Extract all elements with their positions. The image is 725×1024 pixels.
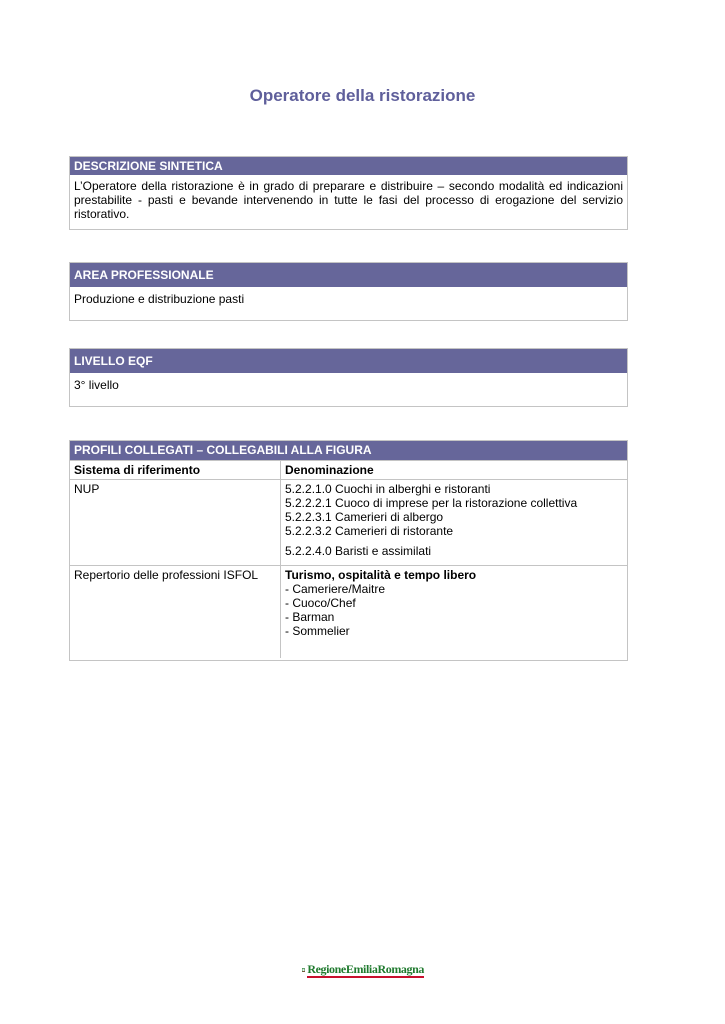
list-item: 5.2.2.1.0 Cuochi in alberghi e ristoranti <box>285 482 491 496</box>
regione-logo-text: RegioneEmiliaRomagna <box>307 962 424 976</box>
list-item: - Cameriere/Maitre <box>285 582 386 596</box>
livello-section <box>69 348 628 407</box>
denominazione-cell <box>281 566 628 658</box>
area-heading: AREA PROFESSIONALE <box>70 263 627 287</box>
profili-table <box>70 460 627 658</box>
list-item: 5.2.2.3.2 Camerieri di ristorante <box>285 524 454 538</box>
regione-emblem-icon <box>302 962 305 978</box>
page-title: Operatore della ristorazione <box>249 86 476 105</box>
list-item: 5.2.2.2.1 Cuoco di imprese per la ristorazione collettiva <box>285 496 578 510</box>
list-item: - Barman <box>285 610 335 624</box>
table-header-row <box>70 461 627 480</box>
livello-text: 3° livello <box>74 378 119 392</box>
denominazione-cell <box>281 480 628 566</box>
list-item: - Sommelier <box>285 624 350 638</box>
area-text: Produzione e distribuzione pasti <box>74 292 245 306</box>
livello-heading: LIVELLO EQF <box>70 349 627 373</box>
descrizione-heading: DESCRIZIONE SINTETICA <box>70 157 627 175</box>
sistema-cell: NUP <box>70 480 281 566</box>
table-row <box>70 480 627 566</box>
profili-heading: PROFILI COLLEGATI – COLLEGABILI ALLA FIGURA <box>70 441 627 460</box>
profili-section <box>69 440 628 661</box>
list-item: 5.2.2.4.0 Baristi e assimilati <box>285 544 432 558</box>
descrizione-text: L’Operatore della ristorazione è in grado di preparare e distribuire – secondo modalità ed indicazioni prestabilite - pasti e bevande intervenendo in tutte le fasi del processo di erogazione del servizio ristorativo. <box>74 179 623 221</box>
sistema-cell: Repertorio delle professioni ISFOL <box>70 566 281 658</box>
list-item: 5.2.2.3.1 Camerieri di albergo <box>285 510 444 524</box>
area-section <box>69 262 628 321</box>
column-header-sistema: Sistema di riferimento <box>70 461 281 480</box>
list-item: - Cuoco/Chef <box>285 596 356 610</box>
table-row <box>70 566 627 658</box>
descrizione-section <box>69 156 628 230</box>
regione-logo <box>302 960 424 980</box>
category-subheading: Turismo, ospitalità e tempo libero <box>285 568 477 582</box>
column-header-denominazione: Denominazione <box>281 461 628 480</box>
